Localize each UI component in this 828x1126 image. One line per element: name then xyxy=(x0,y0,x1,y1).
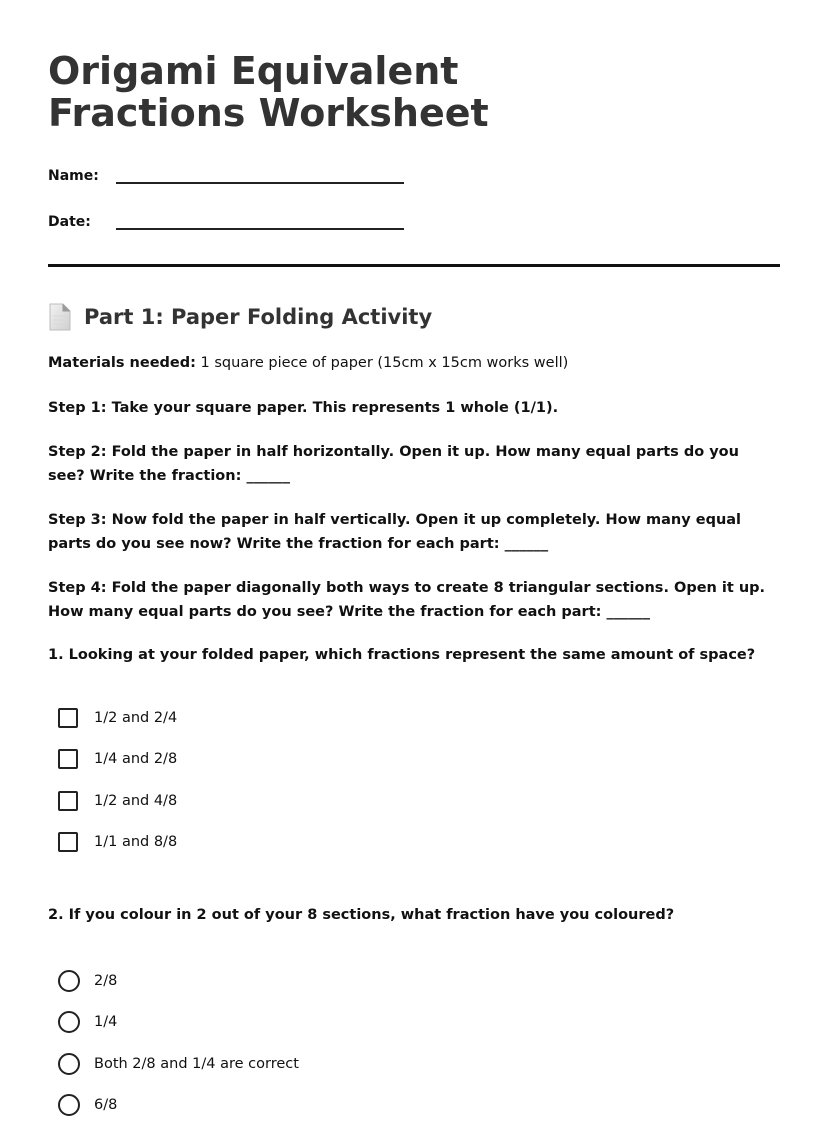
checkbox-option[interactable] xyxy=(58,697,780,739)
radio-button[interactable] xyxy=(58,1094,80,1116)
question-1: 1. Looking at your folded paper, which fractions represent the same amount of space? xyxy=(48,643,780,667)
divider xyxy=(48,264,780,267)
checkbox[interactable] xyxy=(58,749,78,769)
materials-label: Materials needed: xyxy=(48,355,196,371)
option-label: 1/1 and 8/8 xyxy=(94,834,177,850)
step-2: Step 2: Fold the paper in half horizontally. Open it up. How many equal parts do you see? Write the fraction: ______ xyxy=(48,440,780,488)
date-label: Date: xyxy=(48,214,116,230)
name-line[interactable] xyxy=(116,160,404,184)
radio-button[interactable] xyxy=(58,1053,80,1075)
question-2-options xyxy=(58,960,780,1126)
question-1-options xyxy=(58,697,780,863)
radio-option[interactable] xyxy=(58,1002,780,1044)
option-label: 1/4 xyxy=(94,1014,117,1030)
radio-option[interactable] xyxy=(58,1085,780,1126)
part1-heading-text: Part 1: Paper Folding Activity xyxy=(84,305,432,329)
checkbox[interactable] xyxy=(58,832,78,852)
step-4: Step 4: Fold the paper diagonally both ways to create 8 triangular sections. Open it up. How many equal parts do you see? Write the fraction for each part: ______ xyxy=(48,576,780,624)
checkbox[interactable] xyxy=(58,791,78,811)
radio-button[interactable] xyxy=(58,1011,80,1033)
option-label: Both 2/8 and 1/4 are correct xyxy=(94,1056,299,1072)
materials-text: 1 square piece of paper (15cm x 15cm works well) xyxy=(196,355,568,371)
radio-option[interactable] xyxy=(58,1043,780,1085)
step-3: Step 3: Now fold the paper in half vertically. Open it up completely. How many equal parts do you see now? Write the fraction for each part: ______ xyxy=(48,508,780,556)
checkbox-option[interactable] xyxy=(58,822,780,864)
option-label: 1/2 and 2/4 xyxy=(94,710,177,726)
step-1: Step 1: Take your square paper. This represents 1 whole (1/1). xyxy=(48,396,780,420)
part1-heading xyxy=(48,303,780,331)
option-label: 6/8 xyxy=(94,1097,117,1113)
radio-button[interactable] xyxy=(58,970,80,992)
materials-line xyxy=(48,351,780,375)
date-line[interactable] xyxy=(116,206,404,230)
page-title: Origami Equivalent Fractions Worksheet xyxy=(48,50,648,134)
option-label: 1/4 and 2/8 xyxy=(94,751,177,767)
radio-option[interactable] xyxy=(58,960,780,1002)
document-icon xyxy=(48,303,72,331)
checkbox-option[interactable] xyxy=(58,739,780,781)
name-label: Name: xyxy=(48,168,116,184)
date-field xyxy=(48,206,780,230)
checkbox[interactable] xyxy=(58,708,78,728)
option-label: 1/2 and 4/8 xyxy=(94,793,177,809)
option-label: 2/8 xyxy=(94,973,117,989)
checkbox-option[interactable] xyxy=(58,780,780,822)
name-field xyxy=(48,160,780,184)
question-2: 2. If you colour in 2 out of your 8 sections, what fraction have you coloured? xyxy=(48,903,780,927)
